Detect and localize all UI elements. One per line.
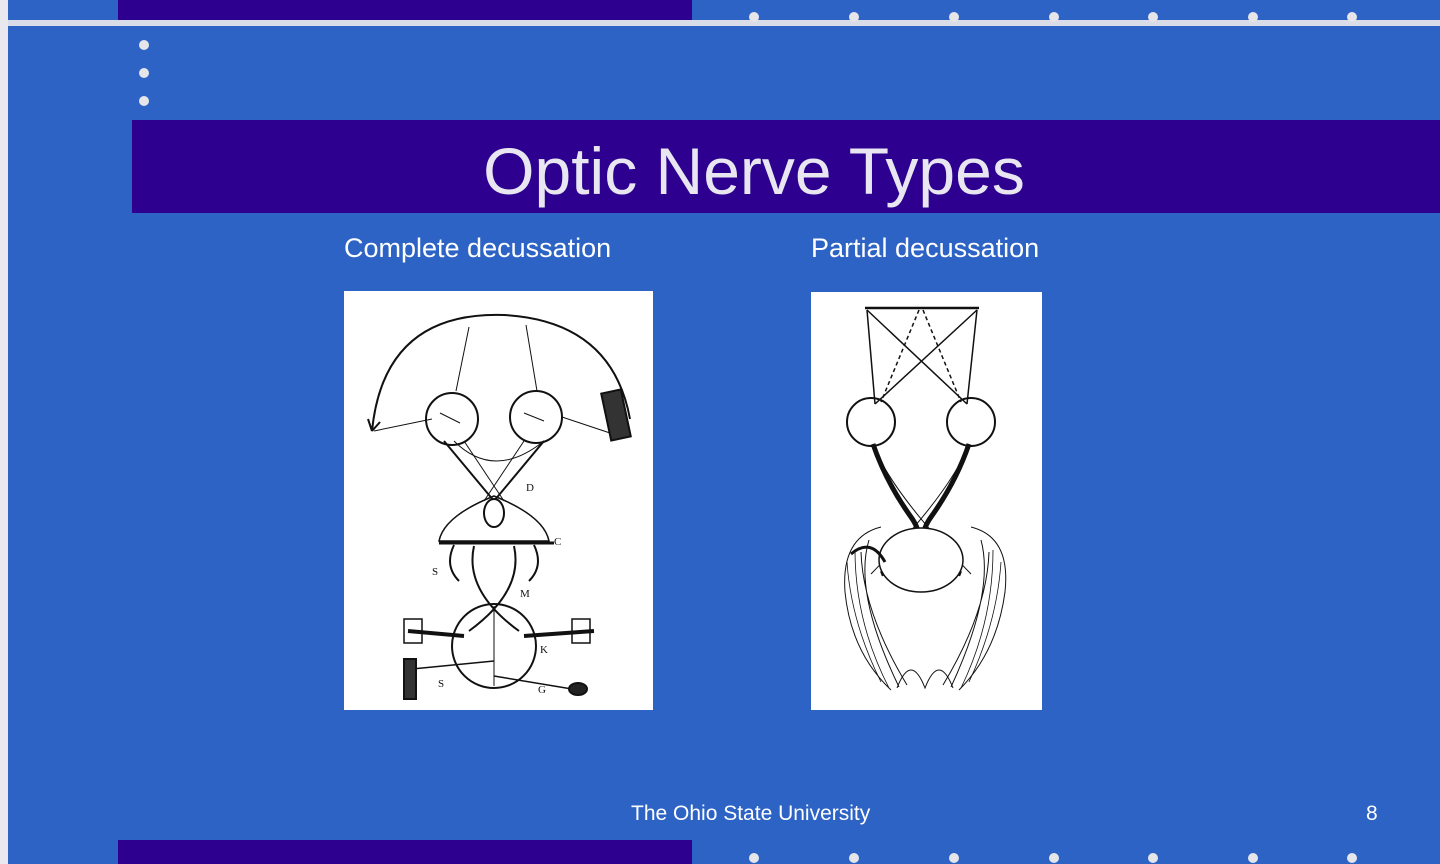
slide-title: Optic Nerve Types bbox=[483, 134, 1025, 208]
right-caption: Partial decussation bbox=[811, 233, 1040, 263]
slide-left-edge bbox=[0, 0, 8, 864]
decor-dot bbox=[139, 96, 149, 106]
decor-dot bbox=[1347, 12, 1357, 22]
top-rule bbox=[8, 20, 1440, 26]
partial-decussation-diagram bbox=[811, 292, 1042, 710]
left-caption: Complete decussation bbox=[344, 233, 612, 263]
partial-decussation-drawing bbox=[811, 292, 1042, 710]
svg-text:M: M bbox=[520, 588, 530, 600]
decor-dot bbox=[849, 12, 859, 22]
svg-text:D: D bbox=[526, 482, 534, 494]
top-decor-bar bbox=[118, 0, 692, 20]
complete-decussation-diagram bbox=[344, 291, 653, 710]
decor-dot bbox=[139, 68, 149, 78]
decor-dot bbox=[749, 853, 759, 863]
decor-dot bbox=[949, 12, 959, 22]
decor-dot bbox=[1248, 12, 1258, 22]
svg-text:C: C bbox=[554, 536, 562, 548]
decor-dot bbox=[1148, 12, 1158, 22]
decor-dot bbox=[1148, 853, 1158, 863]
svg-text:K: K bbox=[540, 644, 548, 656]
slide-page-number: 8 bbox=[1366, 802, 1378, 825]
svg-text:S: S bbox=[438, 678, 445, 690]
decor-dot bbox=[139, 40, 149, 50]
decor-dot bbox=[1248, 853, 1258, 863]
decor-dot bbox=[849, 853, 859, 863]
complete-decussation-drawing bbox=[344, 291, 653, 710]
decor-dot bbox=[949, 853, 959, 863]
svg-text:S: S bbox=[432, 566, 439, 578]
decor-dot bbox=[1347, 853, 1357, 863]
svg-text:G: G bbox=[538, 684, 546, 696]
decor-dot bbox=[1049, 12, 1059, 22]
footer-institution: The Ohio State University bbox=[631, 802, 871, 825]
decor-dot bbox=[1049, 853, 1059, 863]
decor-dot bbox=[749, 12, 759, 22]
bottom-decor-bar bbox=[118, 840, 692, 864]
